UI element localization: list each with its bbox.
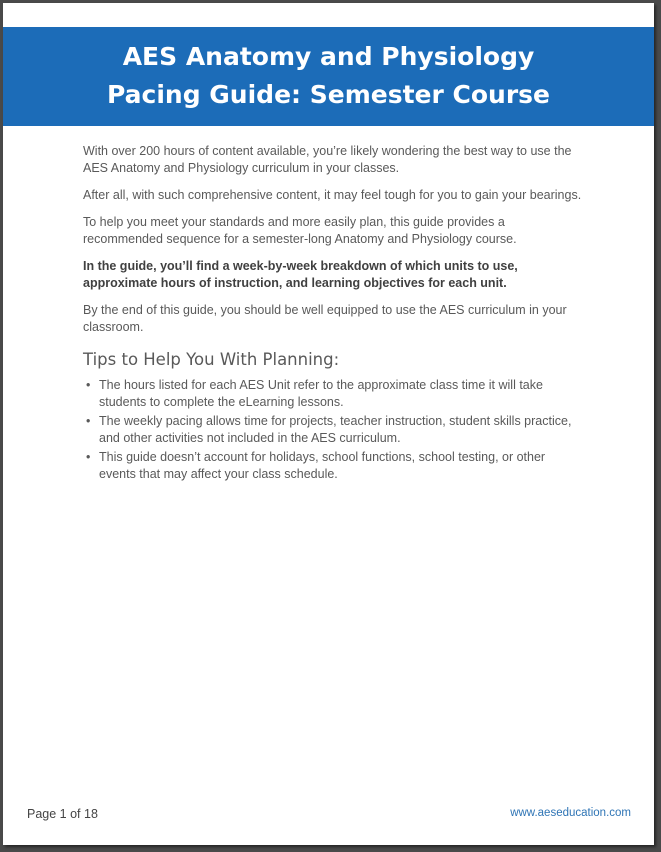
title-banner: [3, 27, 654, 126]
bullet-icon: •: [86, 414, 91, 428]
tips-list: [83, 377, 583, 483]
tips-item-text: This guide doesn’t account for holidays, school functions, school testing, or other events that may affect your class schedule.: [99, 450, 546, 481]
tips-list-item: [83, 413, 583, 447]
page-title-line-2: Pacing Guide: Semester Course: [106, 80, 551, 109]
page-title-line-1: AES Anatomy and Physiology: [122, 42, 535, 71]
bullet-icon: •: [86, 450, 91, 464]
page-number: Page 1 of 18: [27, 807, 98, 821]
tips-heading: Tips to Help You With Planning:: [83, 350, 340, 369]
tips-item-text: The hours listed for each AES Unit refer to the approximate class time it will take students to complete the eLearning lessons.: [99, 378, 543, 409]
intro-paragraph-1: With over 200 hours of content available, you’re likely wondering the best way to use the AES Anatomy and Physiology curriculum in your classes.: [83, 144, 572, 175]
tips-list-item: [83, 377, 583, 411]
tips-item-text: The weekly pacing allows time for projects, teacher instruction, student skills practice, and other activities not included in the AES curriculum.: [99, 414, 572, 445]
intro-paragraph-2: After all, with such comprehensive content, it may feel tough for you to gain your bearings.: [83, 188, 582, 202]
website-link[interactable]: www.aeseducation.com: [510, 807, 631, 819]
tips-list-item: [83, 449, 583, 483]
intro-paragraph-bold: In the guide, you’ll find a week-by-week breakdown of which units to use, approximate hours of instruction, and learning objectives for each unit.: [83, 259, 518, 290]
intro-paragraph-5: By the end of this guide, you should be well equipped to use the AES curriculum in your classroom.: [83, 303, 567, 334]
intro-paragraph-3: To help you meet your standards and more easily plan, this guide provides a recommended sequence for a semester-long Anatomy and Physiology course.: [83, 215, 517, 246]
bullet-icon: •: [86, 378, 91, 392]
document-page: [3, 3, 654, 845]
body-content: [83, 143, 583, 485]
